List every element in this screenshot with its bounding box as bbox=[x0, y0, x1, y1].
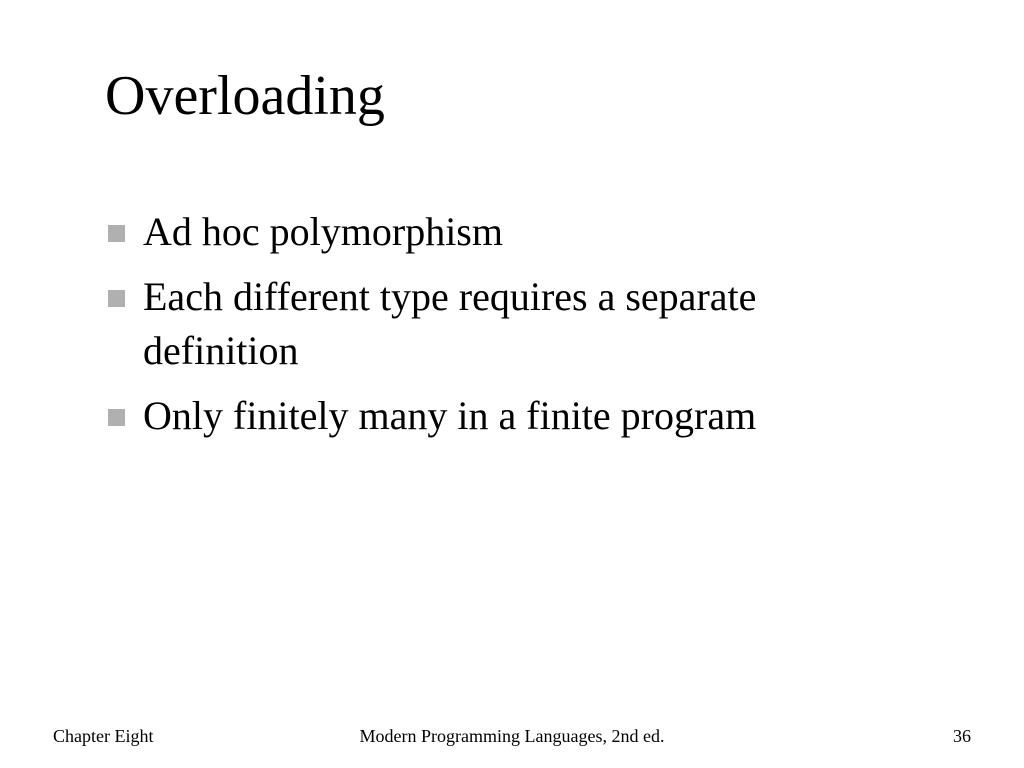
square-bullet-icon bbox=[108, 290, 125, 307]
square-bullet-icon bbox=[108, 409, 125, 426]
footer-page-number: 36 bbox=[953, 726, 971, 746]
bullet-item bbox=[105, 205, 885, 259]
footer-book-title: Modern Programming Languages, 2nd ed. bbox=[359, 726, 665, 746]
slide-title: Overloading bbox=[105, 65, 385, 127]
footer-chapter: Chapter Eight bbox=[53, 726, 154, 746]
bullet-text: Each different type requires a separate definition bbox=[143, 274, 757, 373]
bullet-text: Only finitely many in a finite program bbox=[143, 393, 757, 438]
square-bullet-icon bbox=[108, 225, 125, 242]
bullet-text: Ad hoc polymorphism bbox=[143, 209, 503, 254]
bullet-item bbox=[105, 389, 885, 443]
bullet-item bbox=[105, 270, 885, 378]
bullet-list bbox=[105, 205, 885, 454]
